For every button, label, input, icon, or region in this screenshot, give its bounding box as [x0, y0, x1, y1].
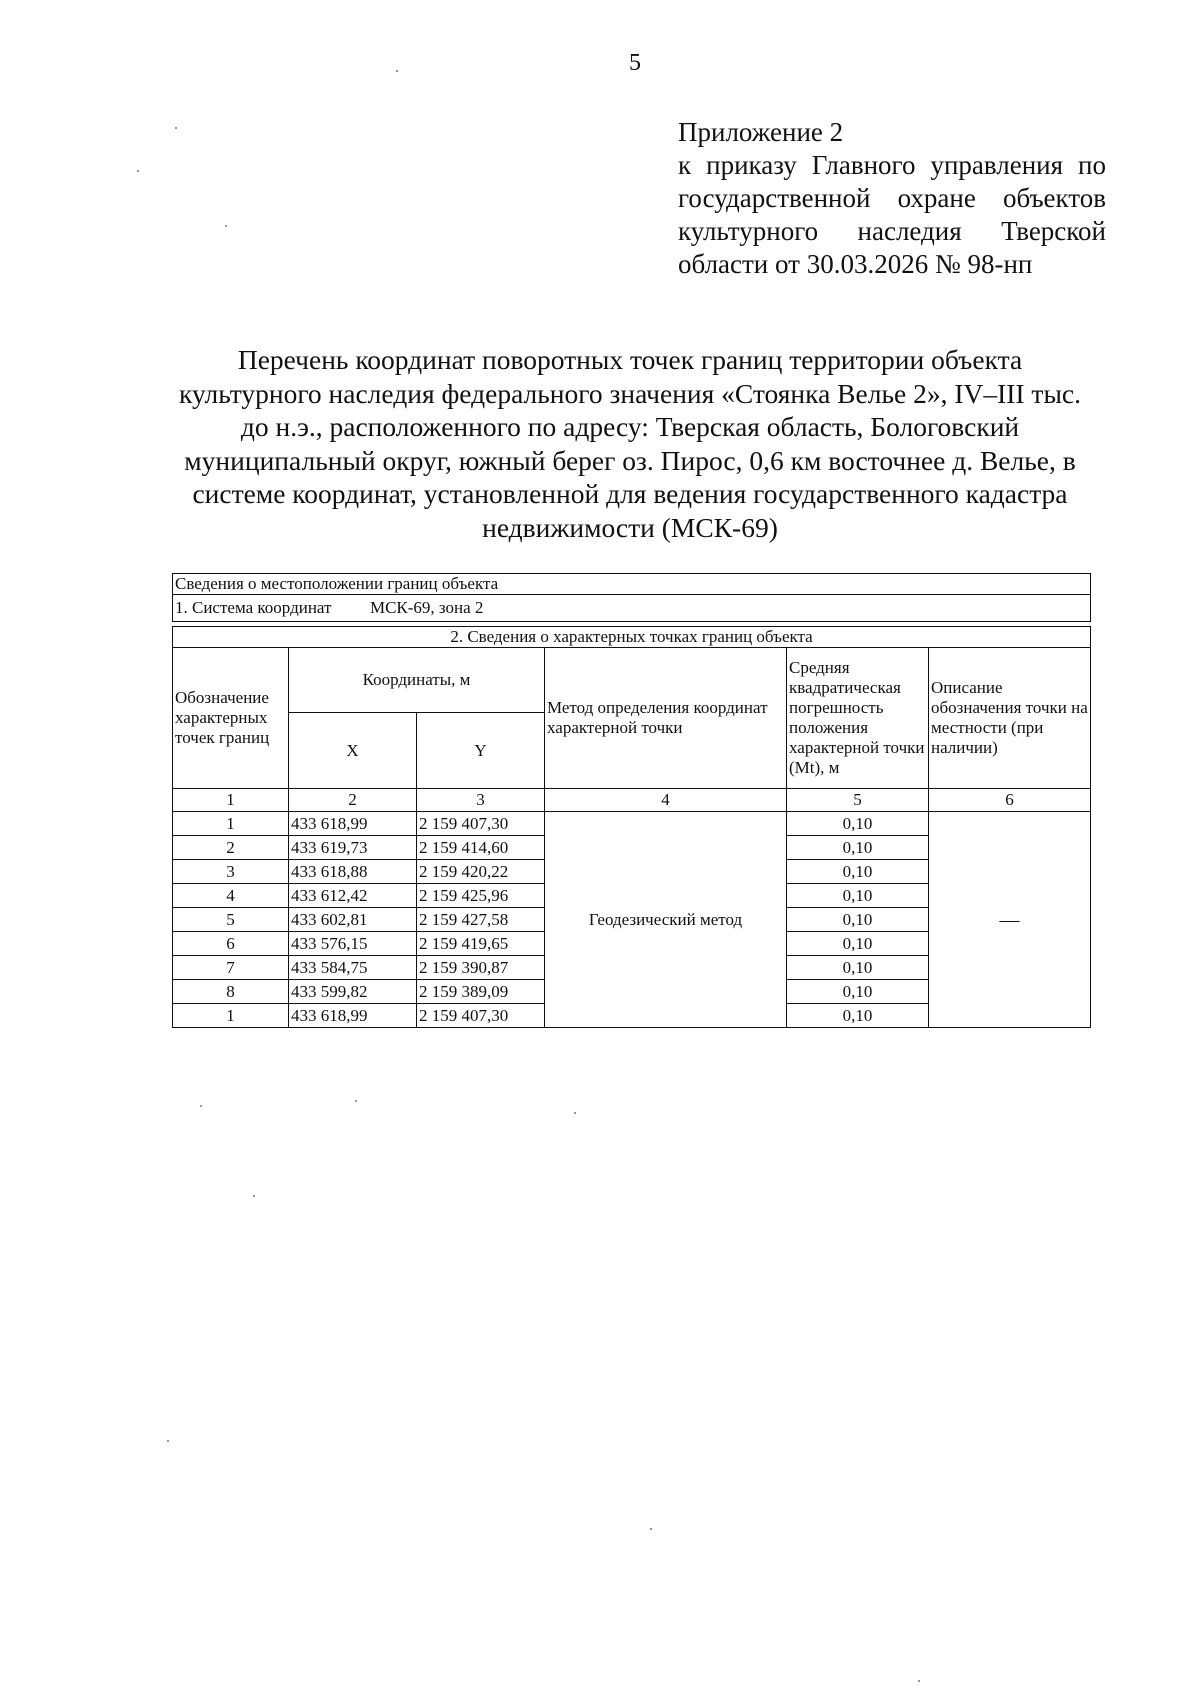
column-number: 2	[289, 789, 417, 812]
scan-speck	[175, 127, 177, 129]
x-value: 433 612,42	[289, 884, 417, 908]
scan-speck	[167, 1440, 169, 1442]
point-number: 4	[173, 884, 289, 908]
mt-value: 0,10	[787, 884, 929, 908]
y-value: 2 159 419,65	[417, 932, 545, 956]
title-line: культурного наследия федерального значения «Стоянка Велье 2», IV–III тыс.	[178, 377, 1082, 409]
scan-speck	[918, 1680, 920, 1682]
point-number: 7	[173, 956, 289, 980]
scan-speck	[396, 70, 398, 72]
mt-value: 0,10	[787, 860, 929, 884]
column-number: 5	[787, 789, 929, 812]
scan-speck	[253, 1195, 255, 1197]
scan-speck	[225, 225, 227, 227]
header-coordinates: Координаты, м	[289, 648, 545, 713]
method-value: Геодезический метод	[545, 812, 787, 1028]
title-line: Перечень координат поворотных точек границ территории объекта	[237, 344, 1023, 375]
coord-system-label: 1. Система координат	[175, 598, 332, 617]
mt-value: 0,10	[787, 908, 929, 932]
appendix-line: к приказу Главного управления по	[678, 150, 1106, 180]
document-title	[150, 343, 1110, 544]
point-number: 8	[173, 980, 289, 1004]
section-title: Сведения о местоположении границ объекта	[173, 574, 1091, 595]
points-title: 2. Сведения о характерных точках границ объекта	[173, 627, 1091, 648]
scan-speck	[355, 1100, 357, 1102]
column-number: 6	[929, 789, 1091, 812]
point-number: 3	[173, 860, 289, 884]
scan-speck	[574, 1112, 576, 1114]
mt-value: 0,10	[787, 980, 929, 1004]
page-number: 5	[629, 50, 641, 76]
mt-value: 0,10	[787, 836, 929, 860]
point-number: 6	[173, 932, 289, 956]
title-line: недвижимости (МСК-69)	[482, 511, 778, 543]
header-method: Метод определения координат характерной точки	[545, 648, 787, 789]
header-error: Средняя квадратическая погрешность положения характерной точки (Mt), м	[787, 648, 929, 789]
point-number: 5	[173, 908, 289, 932]
appendix-line: области от 30.03.2026 № 98-нп	[678, 249, 1033, 279]
x-value: 433 602,81	[289, 908, 417, 932]
title-line: системе координат, установленной для ведения государственного кадастра	[192, 478, 1068, 509]
y-value: 2 159 407,30	[417, 812, 545, 836]
column-number: 3	[417, 789, 545, 812]
y-value: 2 159 427,58	[417, 908, 545, 932]
y-value: 2 159 414,60	[417, 836, 545, 860]
header-x: X	[289, 713, 417, 789]
title-line: до н.э., расположенного по адресу: Тверская область, Бологовский	[240, 411, 1020, 442]
appendix-title: Приложение 2	[678, 117, 844, 147]
scan-speck	[200, 1105, 202, 1107]
column-number: 4	[545, 789, 787, 812]
column-number: 1	[173, 789, 289, 812]
y-value: 2 159 390,87	[417, 956, 545, 980]
header-y: Y	[417, 713, 545, 789]
appendix-line: государственной охране объектов	[678, 183, 1106, 213]
header-designation: Обозначение характерных точек границ	[173, 648, 289, 789]
y-value: 2 159 420,22	[417, 860, 545, 884]
y-value: 2 159 425,96	[417, 884, 545, 908]
title-line: муниципальный округ, южный берег оз. Пирос, 0,6 км восточнее д. Велье, в	[184, 444, 1076, 476]
x-value: 433 619,73	[289, 836, 417, 860]
x-value: 433 618,99	[289, 812, 417, 836]
appendix-block	[678, 116, 1106, 281]
mt-value: 0,10	[787, 956, 929, 980]
x-value: 433 576,15	[289, 932, 417, 956]
y-value: 2 159 407,30	[417, 1004, 545, 1028]
scan-speck	[137, 170, 139, 172]
x-value: 433 618,88	[289, 860, 417, 884]
mt-value: 0,10	[787, 1004, 929, 1028]
description-value: —	[929, 812, 1091, 1028]
coord-system-value: МСК-69, зона 2	[369, 598, 484, 617]
appendix-line: культурного наследия Тверской	[678, 216, 1106, 246]
table-row	[173, 812, 1091, 836]
x-value: 433 618,99	[289, 1004, 417, 1028]
coordinates-table	[172, 573, 1091, 1028]
header-description: Описание обозначения точки на местности (при наличии)	[929, 648, 1091, 789]
coord-system-cell	[173, 595, 1091, 622]
y-value: 2 159 389,09	[417, 980, 545, 1004]
point-number: 1	[173, 812, 289, 836]
point-number: 2	[173, 836, 289, 860]
point-number: 1	[173, 1004, 289, 1028]
mt-value: 0,10	[787, 812, 929, 836]
scan-speck	[650, 1528, 652, 1530]
mt-value: 0,10	[787, 932, 929, 956]
x-value: 433 599,82	[289, 980, 417, 1004]
x-value: 433 584,75	[289, 956, 417, 980]
